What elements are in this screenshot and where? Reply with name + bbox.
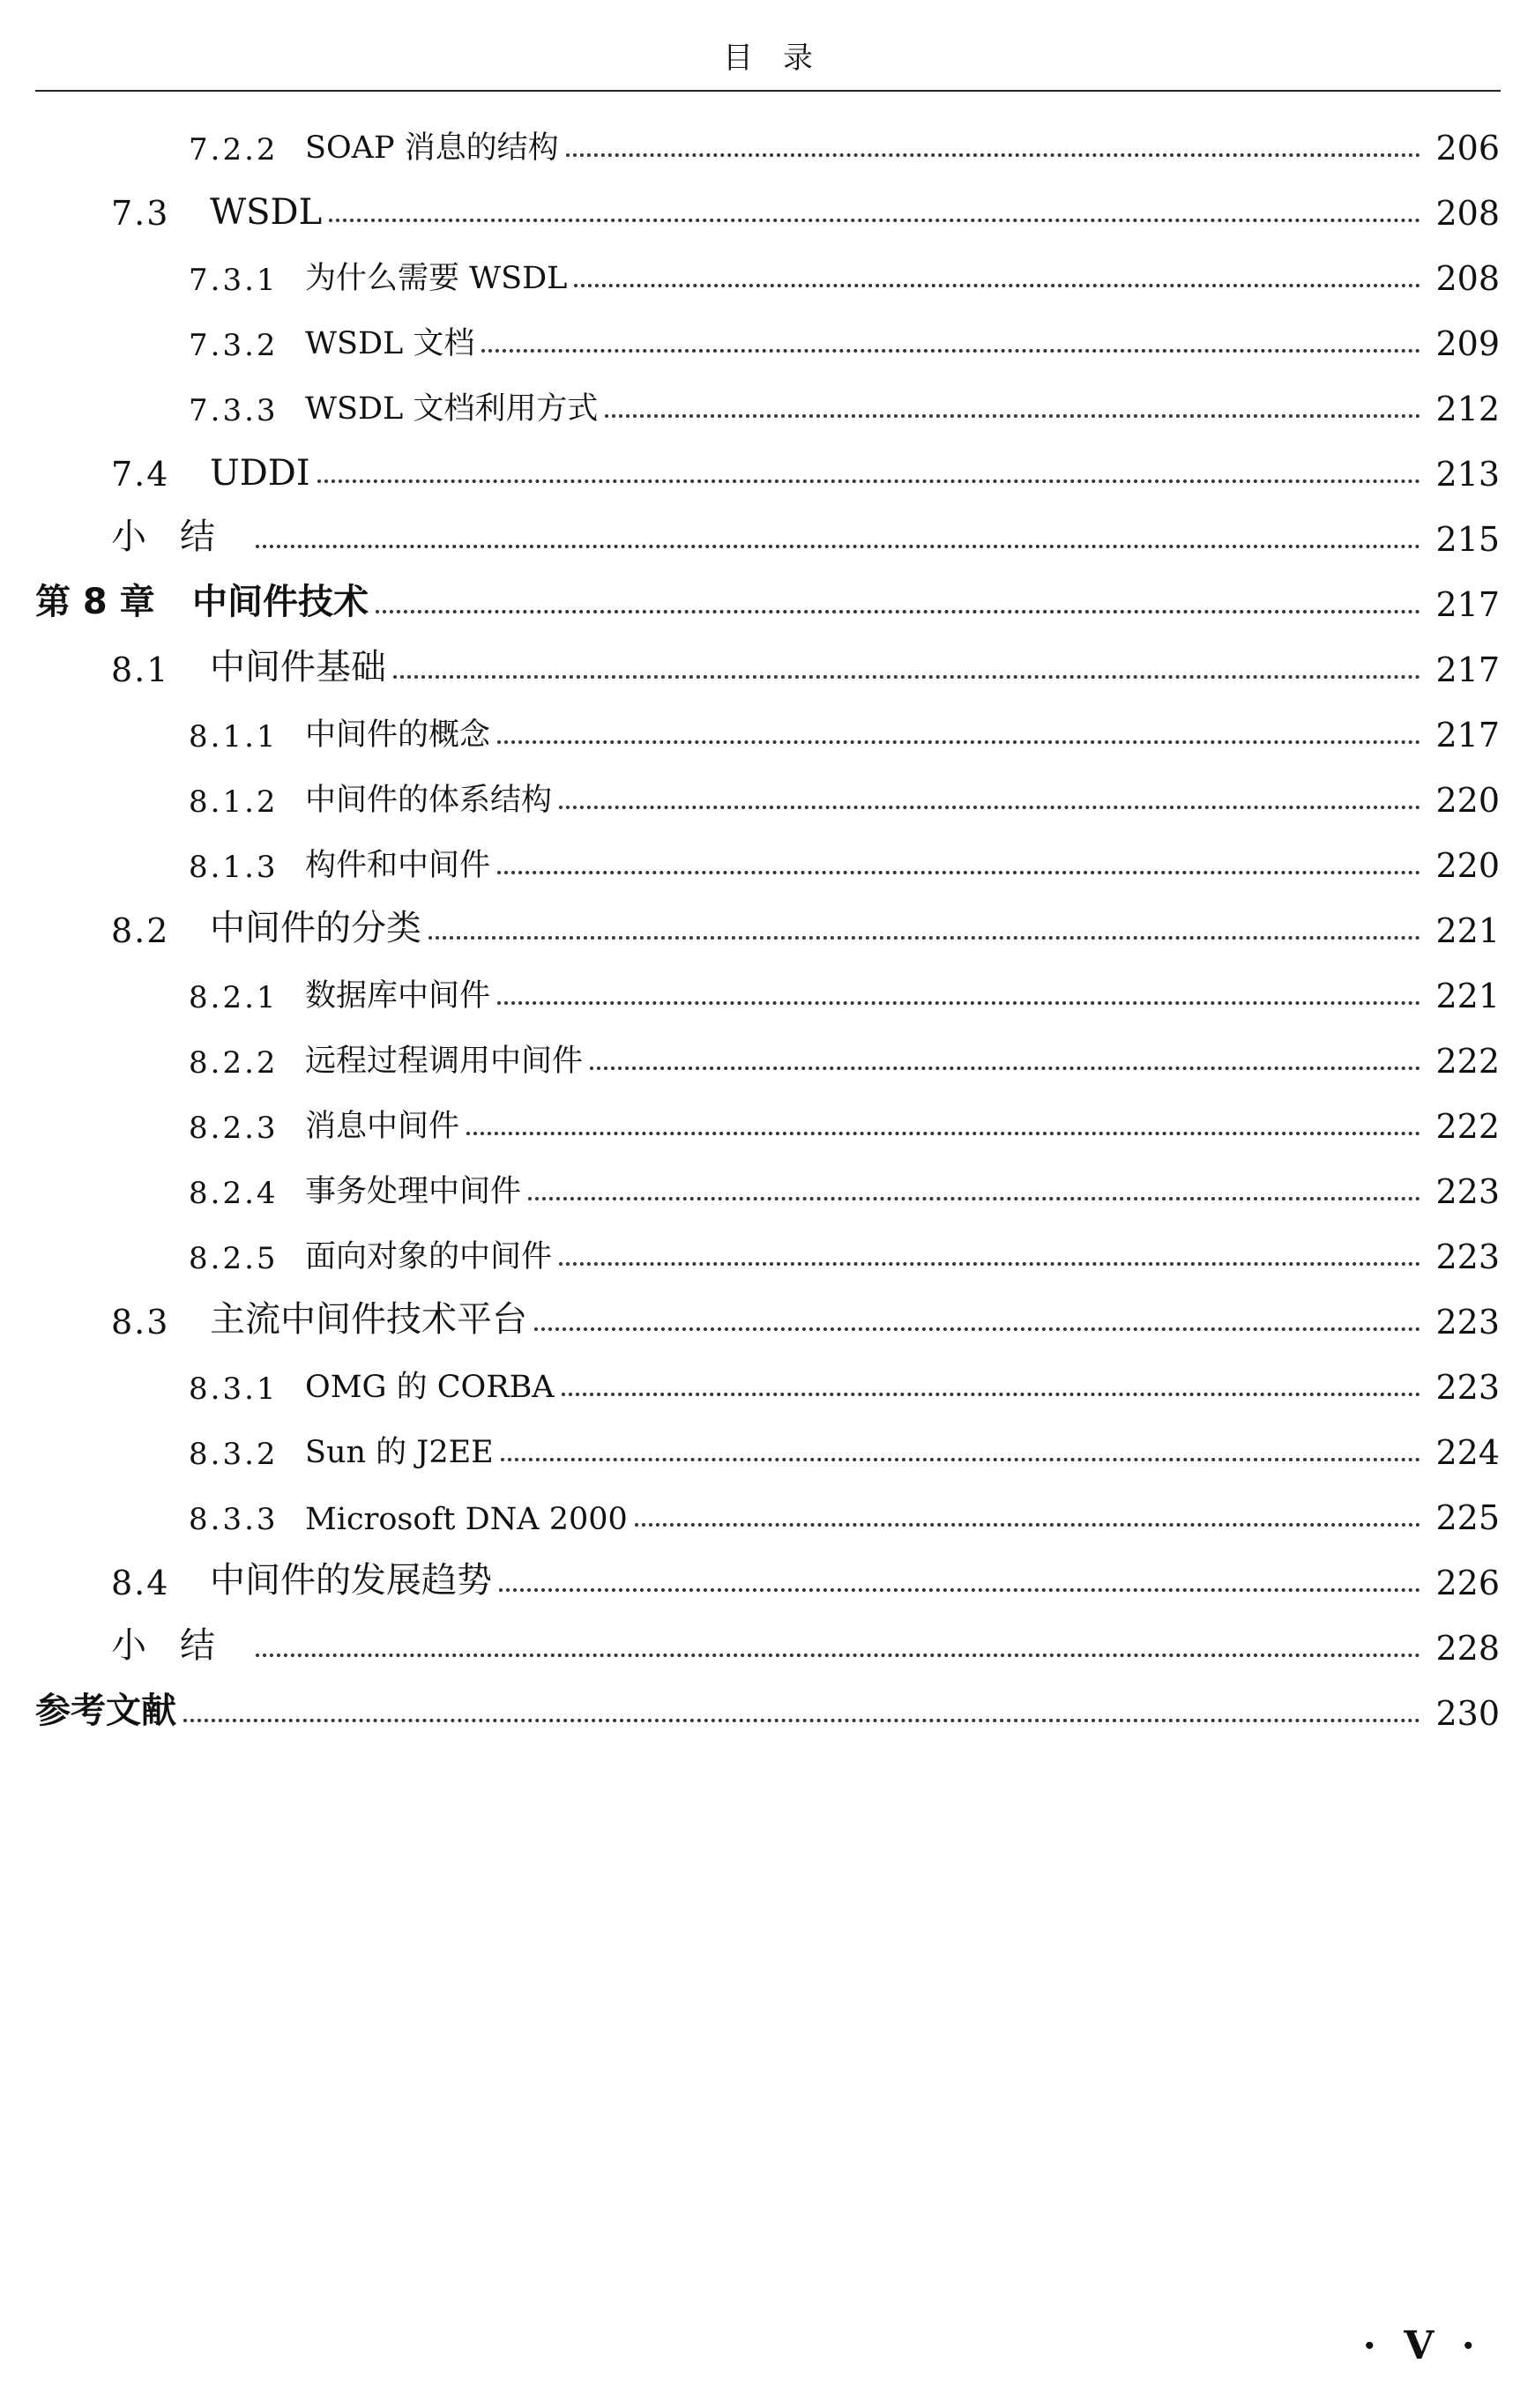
toc-entry-number: 7.3.2	[189, 328, 279, 363]
toc-entry-page: 209	[1435, 324, 1500, 363]
toc-entry[interactable]	[0, 499, 1535, 564]
toc-entry[interactable]	[0, 1021, 1535, 1086]
toc-entry-title: 为什么需要 WSDL	[305, 261, 568, 296]
toc-entry-number: 8.3	[111, 1303, 170, 1341]
toc-entry-title: 远程过程调用中间件	[305, 1044, 584, 1079]
toc-entry-number: 8.1.1	[189, 719, 279, 754]
toc-entry-number: 8.2.3	[189, 1111, 279, 1146]
dot-leader	[428, 936, 1420, 940]
toc-entry-number: 8.2.1	[189, 980, 279, 1015]
dot-leader	[183, 1719, 1420, 1722]
toc-entry-page: 222	[1435, 1107, 1500, 1146]
toc-entry[interactable]	[0, 760, 1535, 825]
toc-entry-number: 8.2.2	[189, 1045, 279, 1081]
toc-entry[interactable]	[0, 368, 1535, 434]
toc-entry-title: Microsoft DNA 2000	[305, 1502, 628, 1537]
dot-leader	[497, 1001, 1420, 1005]
toc-entry[interactable]	[0, 695, 1535, 760]
toc-entry-title: OMG 的 CORBA	[305, 1370, 555, 1405]
toc-entry-page: 223	[1435, 1237, 1500, 1276]
toc-entry[interactable]	[0, 1673, 1535, 1738]
toc-entry-page: 206	[1435, 129, 1500, 167]
toc-entry-title: 小结	[111, 1625, 249, 1666]
dot-leader	[497, 871, 1420, 874]
toc-entry-page: 220	[1435, 846, 1500, 885]
toc-entry-number: 8.3.3	[189, 1502, 279, 1537]
toc-entry-title: WSDL 文档利用方式	[305, 391, 599, 427]
toc-entry[interactable]	[0, 238, 1535, 303]
toc-entry-number: 第 8 章	[35, 582, 155, 622]
toc-entry[interactable]	[0, 1542, 1535, 1608]
toc-entry-page: 217	[1435, 650, 1500, 689]
dot-leader	[574, 284, 1420, 287]
toc-entry-page: 208	[1435, 259, 1500, 298]
toc-entry-title: 中间件基础	[210, 647, 386, 687]
toc-entry[interactable]	[0, 890, 1535, 955]
dot-leader	[534, 1327, 1420, 1331]
page-number: · V ·	[1362, 2323, 1482, 2368]
toc-entry-title: SOAP 消息的结构	[305, 130, 559, 166]
toc-entry[interactable]	[0, 1216, 1535, 1282]
toc-entry[interactable]	[0, 629, 1535, 695]
dot-leader	[466, 1132, 1420, 1135]
toc-entry-page: 225	[1435, 1498, 1500, 1537]
toc-entry-page: 224	[1435, 1433, 1500, 1472]
dot-leader	[499, 1588, 1420, 1592]
dot-leader	[481, 349, 1420, 353]
toc-entry-number: 8.1	[111, 650, 170, 689]
dot-leader	[497, 740, 1420, 744]
dot-leader	[590, 1067, 1420, 1070]
toc-entry[interactable]	[0, 1282, 1535, 1347]
toc-entry[interactable]	[0, 955, 1535, 1021]
toc-entry-title: Sun 的 J2EE	[305, 1435, 494, 1470]
toc-entry-title: WSDL 文档	[305, 326, 475, 361]
dot-leader	[256, 545, 1420, 548]
toc-entry[interactable]	[0, 1151, 1535, 1216]
toc-entry[interactable]	[0, 108, 1535, 173]
toc-entry-title: 事务处理中间件	[305, 1174, 522, 1209]
toc-entry-number: 8.4	[111, 1564, 170, 1602]
toc-entry-page: 208	[1435, 194, 1500, 233]
dot-leader	[562, 1393, 1420, 1396]
toc-entry[interactable]	[0, 1347, 1535, 1412]
toc-entry-title: 中间件的概念	[305, 717, 491, 753]
toc-entry-page: 221	[1435, 977, 1500, 1015]
dot-leader	[393, 675, 1420, 679]
toc-entry-page: 223	[1435, 1368, 1500, 1407]
toc-entry-title: WSDL	[210, 192, 323, 233]
toc-entry-number: 8.2	[111, 911, 170, 950]
toc-entry-page: 215	[1435, 520, 1500, 559]
toc-entry-page: 212	[1435, 390, 1500, 428]
toc-entry-title: 中间件的体系结构	[305, 783, 553, 818]
toc-entry[interactable]	[0, 173, 1535, 238]
toc-entry-page: 222	[1435, 1042, 1500, 1081]
toc-entry[interactable]	[0, 1477, 1535, 1542]
toc-entry-title: UDDI	[210, 453, 310, 494]
toc-entry-number: 8.2.4	[189, 1176, 279, 1211]
toc-entry[interactable]	[0, 1412, 1535, 1477]
toc-entry[interactable]	[0, 434, 1535, 499]
toc-entry[interactable]	[0, 564, 1535, 629]
toc-entry-title: 中间件的发展趋势	[210, 1560, 492, 1601]
toc-entry-number: 7.3.3	[189, 393, 279, 428]
toc-entry[interactable]	[0, 303, 1535, 368]
toc-entry-page: 217	[1435, 585, 1500, 624]
toc-entry-page: 223	[1435, 1172, 1500, 1211]
toc-entry-number: 7.3	[111, 194, 170, 233]
toc-entry-page: 220	[1435, 781, 1500, 820]
toc-entry-page: 223	[1435, 1303, 1500, 1341]
dot-leader	[635, 1523, 1420, 1527]
dot-leader	[559, 1262, 1420, 1266]
toc-entry-page: 226	[1435, 1564, 1500, 1602]
toc-entry-number: 7.4	[111, 455, 170, 494]
dot-leader	[256, 1654, 1420, 1657]
toc-entry[interactable]	[0, 1086, 1535, 1151]
dot-leader	[501, 1458, 1420, 1461]
dot-leader	[329, 219, 1420, 222]
toc-entry-title: 消息中间件	[305, 1109, 460, 1144]
toc-entry-title: 中间件的分类	[210, 908, 421, 948]
toc-entry[interactable]	[0, 1608, 1535, 1673]
toc-entry-page: 217	[1435, 716, 1500, 754]
dot-leader	[605, 414, 1420, 418]
toc-entry-number: 8.3.1	[189, 1371, 279, 1407]
dot-leader	[317, 479, 1420, 483]
page-header-title: 目 录	[723, 41, 813, 76]
toc-entry-title: 中间件技术	[192, 582, 369, 622]
toc-entry-number: 8.2.5	[189, 1241, 279, 1276]
toc-entry-page: 221	[1435, 911, 1500, 950]
dot-leader	[528, 1197, 1420, 1200]
toc-entry[interactable]	[0, 825, 1535, 890]
toc-entry-title: 构件和中间件	[305, 848, 491, 883]
dot-leader	[566, 153, 1420, 157]
toc-entry-title: 面向对象的中间件	[305, 1239, 553, 1275]
dot-leader	[376, 610, 1420, 613]
toc-entry-number: 7.3.1	[189, 263, 279, 298]
toc-entry-page: 230	[1435, 1694, 1500, 1733]
toc-entry-page: 228	[1435, 1629, 1500, 1668]
header-divider	[35, 90, 1501, 92]
toc-entry-number: 8.1.2	[189, 784, 279, 820]
toc-entry-number: 8.3.2	[189, 1437, 279, 1472]
toc-entry-page: 213	[1435, 455, 1500, 494]
toc-entry-title: 主流中间件技术平台	[210, 1299, 527, 1340]
dot-leader	[559, 806, 1420, 809]
toc-entry-number: 7.2.2	[189, 132, 279, 167]
toc-entry-title: 参考文献	[35, 1691, 176, 1731]
toc-entry-title: 数据库中间件	[305, 978, 491, 1014]
toc-entry-number: 8.1.3	[189, 850, 279, 885]
toc-entry-title: 小结	[111, 517, 249, 557]
